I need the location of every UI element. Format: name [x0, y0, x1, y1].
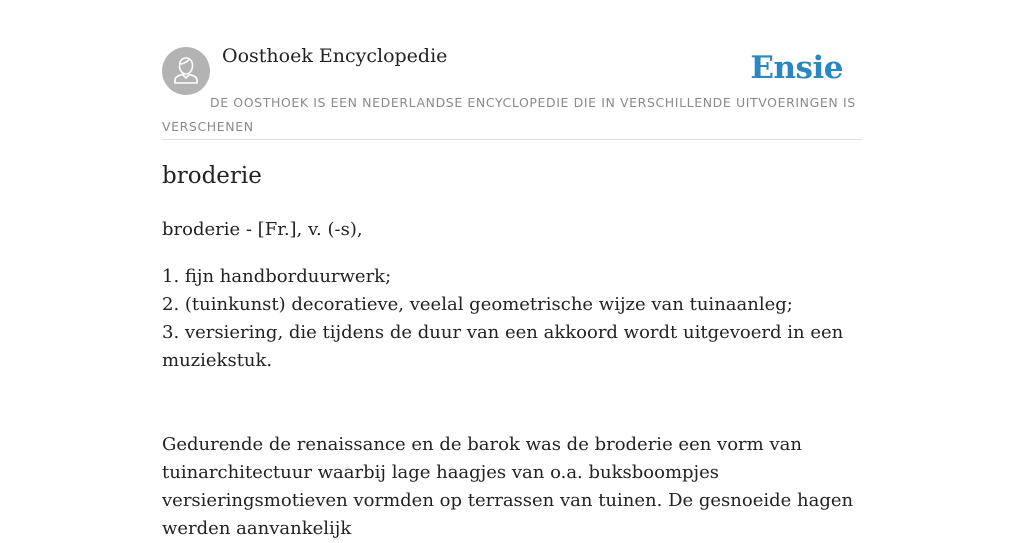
entry-title: broderie — [162, 163, 262, 189]
page — [162, 0, 862, 539]
entry-headline: broderie - [Fr.], v. (-s), — [162, 219, 363, 240]
ensie-logo-link[interactable]: Ensie — [750, 50, 843, 86]
definition-list — [162, 263, 862, 375]
source-name-link[interactable]: Oosthoek Encyclopedie — [222, 45, 448, 67]
entry-body-paragraph: Gedurende de renaissance en de barok was de broderie een vorm van tuinarchitectuur waarbij lage haagjes van o.a. buksboompjes versieringsmotieven vormden op terrassen van tuinen. De gesnoeide hagen werden aanvankelijk — [162, 434, 854, 539]
source-description: DE OOSTHOEK IS EEN NEDERLANDSE ENCYCLOPEDIE DIE IN VERSCHILLENDE UITVOERINGEN IS VERSCHENEN — [162, 95, 856, 134]
definition-item-3: 3. versiering, die tijdens de duur van een akkoord wordt uitgevoerd in een muziekstuk. — [162, 322, 844, 371]
definition-item-1: 1. fijn handborduurwerk; — [162, 266, 392, 287]
source-avatar[interactable] — [162, 47, 210, 95]
user-avatar-icon — [162, 47, 210, 95]
definition-item-2: 2. (tuinkunst) decoratieve, veelal geometrische wijze van tuinaanleg; — [162, 294, 793, 315]
entry-content — [162, 216, 862, 543]
entry-header — [162, 0, 862, 140]
